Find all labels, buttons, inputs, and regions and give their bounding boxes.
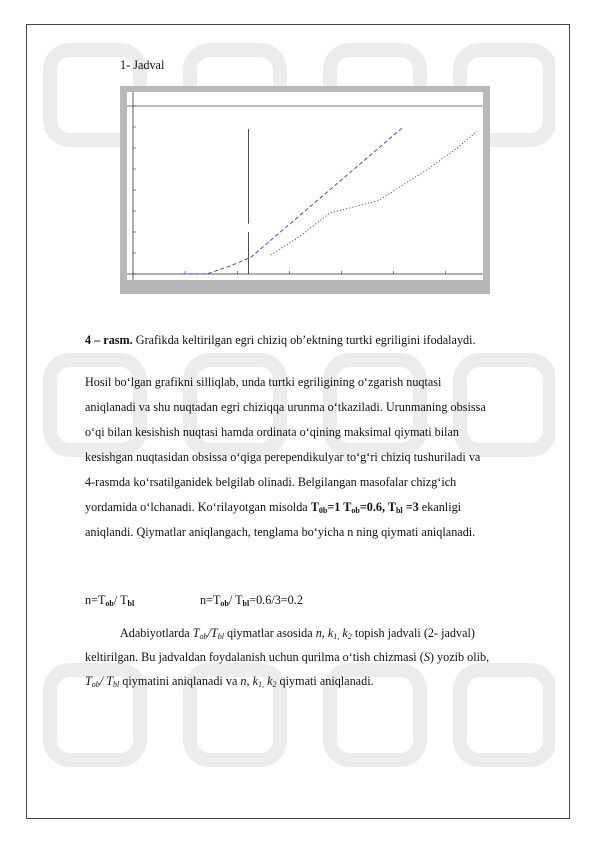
- formula-left: [85, 593, 134, 608]
- table-label: 1- Jadval: [120, 58, 165, 72]
- formula-right-sub1: ob: [220, 599, 229, 608]
- para2-c-k2: k: [264, 674, 273, 688]
- para2-c2: qiymati aniqlanadi.: [276, 674, 374, 688]
- tob-value: =0.6, T: [359, 500, 396, 514]
- para2-c-k2sub: 2: [272, 680, 277, 689]
- figure-chart: [120, 86, 490, 294]
- para2-c-k1: 1,: [258, 680, 265, 689]
- formula-right: [200, 593, 303, 608]
- para2-a-slash: /T: [207, 626, 218, 640]
- tob-subscript: ob: [351, 506, 360, 515]
- formula-right-sub2: bl: [242, 599, 250, 608]
- para2-a1: Adabiyotlarda: [120, 626, 193, 640]
- formula-left-sub1: ob: [105, 599, 114, 608]
- para1-line3: o‘qi bilan kesishish nuqtasi hamda ordinata o‘qining maksimal qiymati bilan: [85, 425, 460, 439]
- series-line-1: [182, 127, 403, 274]
- para2-a-k2sub: 2: [347, 632, 352, 641]
- formula-left-sub2: bl: [127, 599, 135, 608]
- para1-line4: kesishgan nuqtasidan obsissa o‘qiga perependikulyar to‘g‘ri chiziq tushuriladi va: [85, 450, 481, 464]
- para2-c-slash: / T: [99, 674, 113, 688]
- para1-line5: 4-rasmda ko‘rsatilganidek belgilab olinadi. Belgilangan masofalar chizg‘ich: [85, 475, 457, 489]
- para1-line1: Hosil bo‘lgan grafikni silliqlab, unda turtki egriligining o‘zgarish nuqtasi: [85, 375, 442, 389]
- t0b-symbol: T: [310, 500, 319, 514]
- para2-c1: qiymatini aniqlanadi va: [119, 674, 241, 688]
- para2-b1: keltirilgan. Bu jadvaldan foydalanish uchun qurilma o‘tish chizmasi (: [85, 650, 424, 664]
- para2-c-sub1: ob: [91, 680, 100, 689]
- para2-c-n: n, k: [240, 674, 259, 688]
- plot-area: [127, 92, 483, 280]
- para2-a-k1: 1,: [333, 632, 340, 641]
- para2-a-k2: k: [339, 626, 348, 640]
- tbl-subscript: bl: [395, 506, 403, 515]
- t0b-value: =1 T: [327, 500, 352, 514]
- caption-text: Grafikda keltirilgan egri chiziq ob’ektning turtki egriligini ifodalaydi.: [132, 333, 476, 347]
- formula-left-b: / T: [113, 593, 128, 607]
- para1-line6-end: ekanligi: [418, 500, 462, 514]
- para2-a2: qiymatlar asosida: [223, 626, 316, 640]
- tbl-value: =3: [402, 500, 419, 514]
- para2-line2: [85, 650, 489, 665]
- para2-c-sub2: bl: [113, 680, 120, 689]
- chart-svg: [127, 92, 483, 280]
- para2-line3: [85, 674, 374, 689]
- para2-b-s: S: [423, 650, 430, 664]
- para2-a-sub2: bl: [217, 632, 224, 641]
- para1-line7: aniqlandi. Qiymatlar aniqlangach, tenglama bo‘yicha n ning qiymati aniqlanadi.: [85, 525, 476, 539]
- t0b-subscript: 0b: [318, 506, 328, 515]
- formula-right-a: n=T: [200, 593, 221, 607]
- para2-line1: [120, 626, 475, 641]
- para2-a-n: n, k: [315, 626, 334, 640]
- para1-line2: aniqlanadi va shu nuqtadan egri chiziqqa urunma o‘tkaziladi. Urunmaning obsissa: [85, 400, 486, 414]
- formula-left-a: n=T: [85, 593, 106, 607]
- figure-caption: [85, 333, 476, 348]
- para2-a3: topish jadvali (2- jadval): [351, 626, 475, 640]
- series-line-2: [271, 131, 477, 255]
- para2-c-t: T: [85, 674, 92, 688]
- para1-line6: [85, 500, 461, 515]
- para2-b2: ) yozib olib,: [429, 650, 490, 664]
- para2-a-t: T: [192, 626, 200, 640]
- caption-label: 4 – rasm.: [85, 333, 133, 347]
- formula-right-c: =0.6/3=0.2: [249, 593, 303, 607]
- para2-a-sub1: ob: [199, 632, 208, 641]
- formula-right-b: / T: [228, 593, 243, 607]
- para1-line6-start: yordamida o‘lchanadi. Ko‘rilayotgan misolda: [85, 500, 311, 514]
